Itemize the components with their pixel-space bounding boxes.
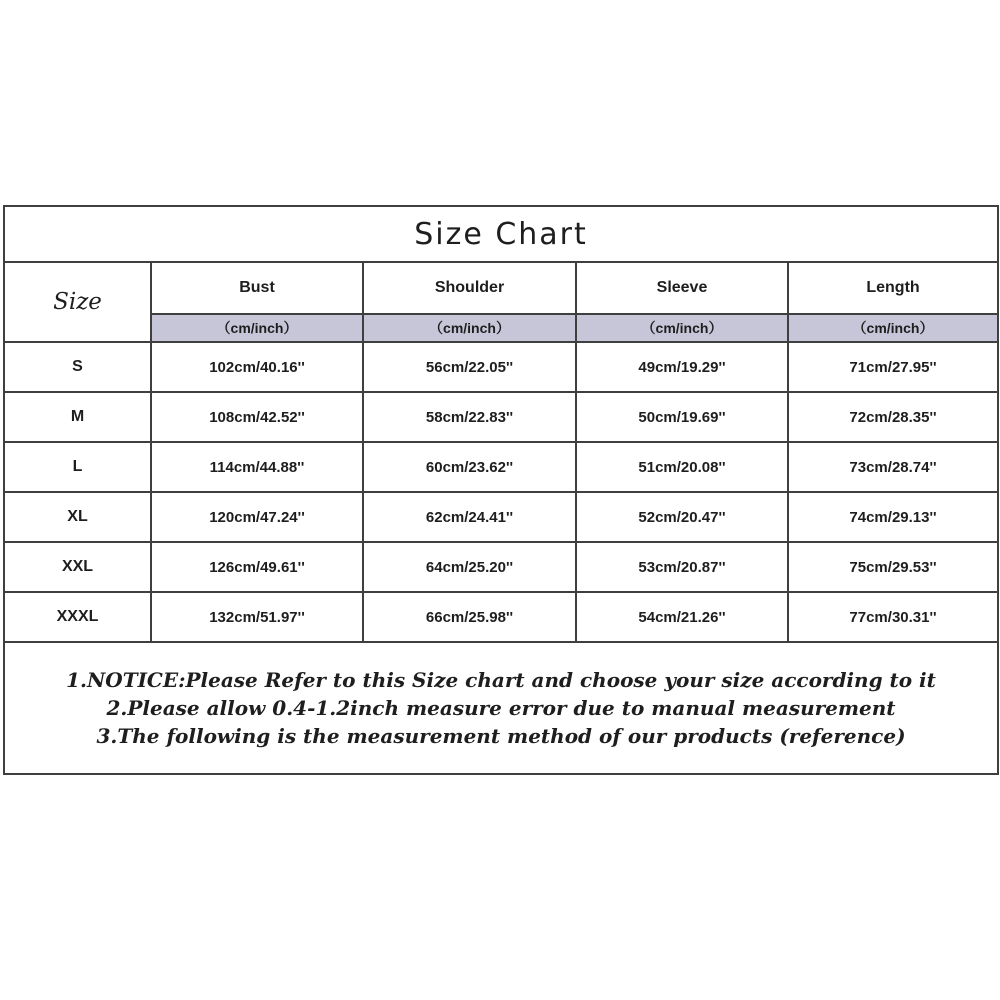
unit-label-sleeve: （cm/inch） <box>576 314 788 342</box>
table-row-m <box>4 392 998 442</box>
column-header-sleeve: Sleeve <box>576 262 788 314</box>
size-label: L <box>4 442 151 492</box>
notice-row <box>4 642 998 774</box>
length-value: 77cm/30.31'' <box>788 592 998 642</box>
column-header-bust: Bust <box>151 262 363 314</box>
shoulder-value: 60cm/23.62'' <box>363 442 576 492</box>
size-label: XXL <box>4 542 151 592</box>
size-label: XL <box>4 492 151 542</box>
table-row-l <box>4 442 998 492</box>
column-header-row <box>4 262 998 314</box>
length-value: 75cm/29.53'' <box>788 542 998 592</box>
unit-label-bust: （cm/inch） <box>151 314 363 342</box>
length-value: 73cm/28.74'' <box>788 442 998 492</box>
length-value: 74cm/29.13'' <box>788 492 998 542</box>
notice-block <box>4 642 998 774</box>
unit-label-shoulder: （cm/inch） <box>363 314 576 342</box>
size-label: M <box>4 392 151 442</box>
notice-line-2: 2.Please allow 0.4-1.2inch measure error due to manual measurement <box>106 696 896 720</box>
bust-value: 102cm/40.16'' <box>151 342 363 392</box>
notice-line-3: 3.The following is the measurement method of our products (reference) <box>96 724 906 748</box>
length-value: 71cm/27.95'' <box>788 342 998 392</box>
column-header-shoulder: Shoulder <box>363 262 576 314</box>
length-value: 72cm/28.35'' <box>788 392 998 442</box>
table-row-xxl <box>4 542 998 592</box>
shoulder-value: 56cm/22.05'' <box>363 342 576 392</box>
shoulder-value: 66cm/25.98'' <box>363 592 576 642</box>
size-label: XXXL <box>4 592 151 642</box>
size-chart-table <box>3 205 999 775</box>
table-row-xl <box>4 492 998 542</box>
shoulder-value: 62cm/24.41'' <box>363 492 576 542</box>
shoulder-value: 58cm/22.83'' <box>363 392 576 442</box>
bust-value: 126cm/49.61'' <box>151 542 363 592</box>
sleeve-value: 53cm/20.87'' <box>576 542 788 592</box>
table-row-s <box>4 342 998 392</box>
bust-value: 114cm/44.88'' <box>151 442 363 492</box>
column-header-length: Length <box>788 262 998 314</box>
size-column-header: Size <box>4 262 151 342</box>
sleeve-value: 52cm/20.47'' <box>576 492 788 542</box>
bust-value: 132cm/51.97'' <box>151 592 363 642</box>
sleeve-value: 51cm/20.08'' <box>576 442 788 492</box>
size-label: S <box>4 342 151 392</box>
bust-value: 108cm/42.52'' <box>151 392 363 442</box>
shoulder-value: 64cm/25.20'' <box>363 542 576 592</box>
bust-value: 120cm/47.24'' <box>151 492 363 542</box>
title-row <box>4 206 998 262</box>
page-title: Size Chart <box>4 206 998 262</box>
sleeve-value: 54cm/21.26'' <box>576 592 788 642</box>
notice-line-1: 1.NOTICE:Please Refer to this Size chart and choose your size according to it <box>66 668 936 692</box>
unit-label-length: （cm/inch） <box>788 314 998 342</box>
sleeve-value: 49cm/19.29'' <box>576 342 788 392</box>
unit-row <box>4 314 998 342</box>
sleeve-value: 50cm/19.69'' <box>576 392 788 442</box>
table-row-xxxl <box>4 592 998 642</box>
